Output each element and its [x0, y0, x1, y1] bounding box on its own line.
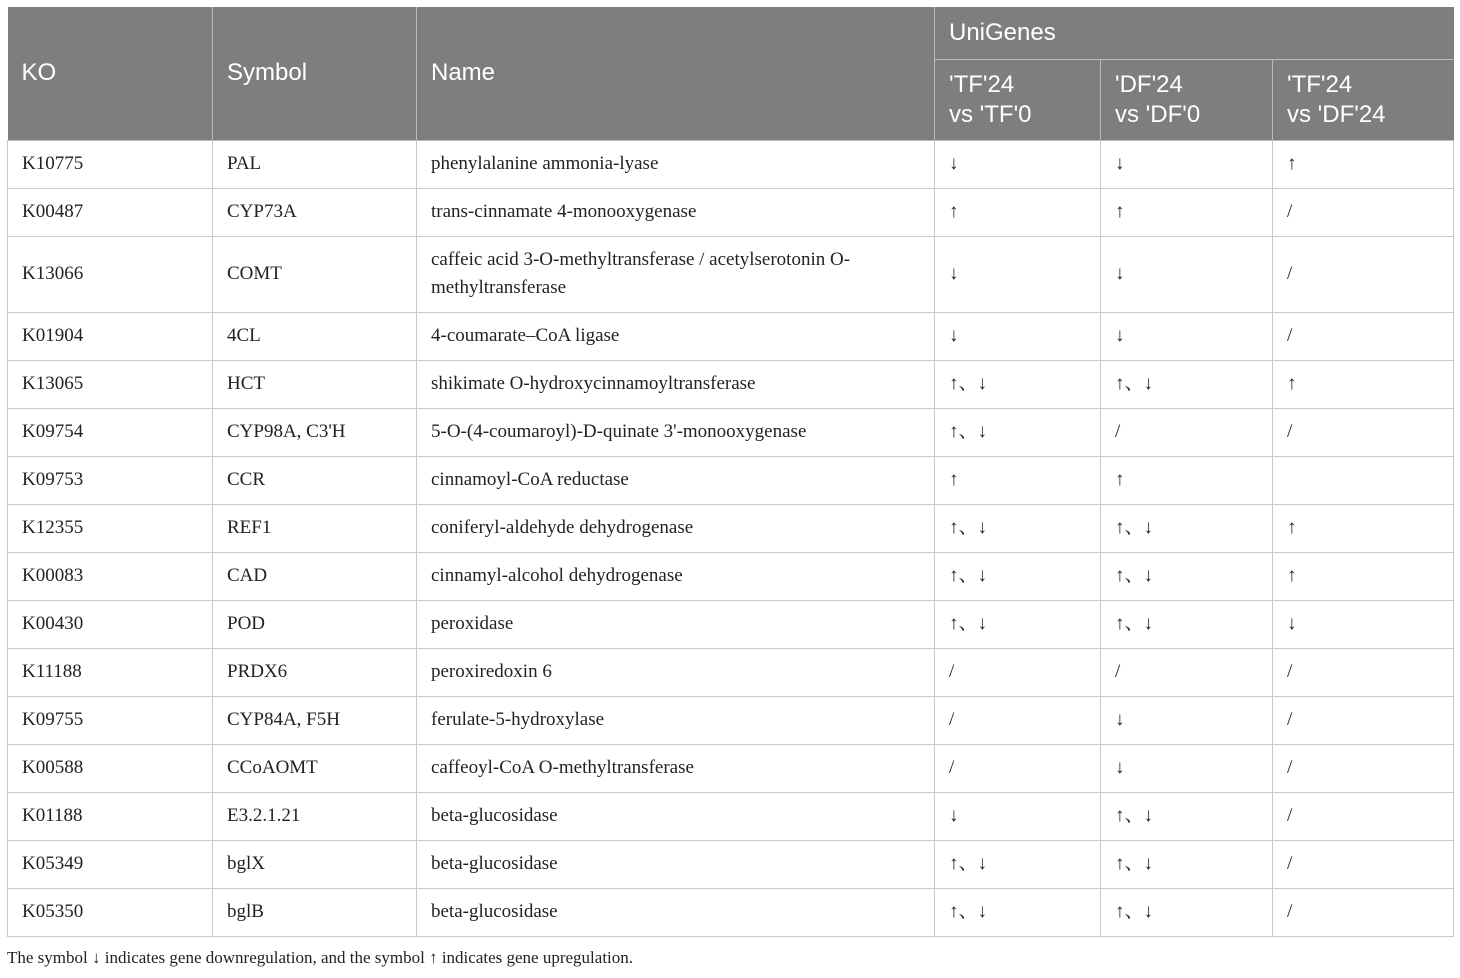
table-row	[8, 600, 1454, 648]
cell-ko: K05349	[8, 840, 213, 888]
cell-symbol: PRDX6	[213, 648, 417, 696]
header-ko: KO	[8, 7, 213, 140]
table-row	[8, 456, 1454, 504]
cell-c3: /	[1273, 648, 1454, 696]
cell-c1: ↑、↓	[935, 360, 1101, 408]
cell-c3: /	[1273, 312, 1454, 360]
cell-name: caffeic acid 3-O-methyltransferase / acetylserotonin O-methyltransferase	[417, 236, 935, 312]
cell-c1: /	[935, 744, 1101, 792]
cell-c1: ↑、↓	[935, 600, 1101, 648]
cell-c1: ↑、↓	[935, 888, 1101, 936]
cell-symbol: CYP84A, F5H	[213, 696, 417, 744]
cell-c3: ↑	[1273, 140, 1454, 188]
cell-name: phenylalanine ammonia-lyase	[417, 140, 935, 188]
data-table-container	[7, 7, 1453, 937]
cell-c2: ↑、↓	[1101, 360, 1273, 408]
cell-ko: K05350	[8, 888, 213, 936]
cell-ko: K13066	[8, 236, 213, 312]
cell-name: peroxidase	[417, 600, 935, 648]
header-name: Name	[417, 7, 935, 140]
cell-c3: /	[1273, 696, 1454, 744]
table-footnote: The symbol ↓ indicates gene downregulation, and the symbol ↑ indicates gene upregulation.	[7, 948, 634, 967]
cell-symbol: COMT	[213, 236, 417, 312]
cell-symbol: HCT	[213, 360, 417, 408]
cell-c2: /	[1101, 408, 1273, 456]
table-row	[8, 648, 1454, 696]
table-row	[8, 696, 1454, 744]
header-tf24-vs-tf0: 'TF'24 vs 'TF'0	[935, 59, 1101, 140]
cell-c3: /	[1273, 792, 1454, 840]
cell-name: peroxiredoxin 6	[417, 648, 935, 696]
cell-name: 5-O-(4-coumaroyl)-D-quinate 3'-monooxygenase	[417, 408, 935, 456]
cell-ko: K09754	[8, 408, 213, 456]
cell-name: beta-glucosidase	[417, 792, 935, 840]
cell-symbol: E3.2.1.21	[213, 792, 417, 840]
cell-ko: K11188	[8, 648, 213, 696]
cell-c2: ↑	[1101, 188, 1273, 236]
cell-ko: K00430	[8, 600, 213, 648]
cell-ko: K13065	[8, 360, 213, 408]
cell-c1: ↑、↓	[935, 840, 1101, 888]
cell-c3: /	[1273, 188, 1454, 236]
cell-c2: ↓	[1101, 140, 1273, 188]
cell-symbol: CYP98A, C3'H	[213, 408, 417, 456]
cell-c1: ↓	[935, 236, 1101, 312]
table-row	[8, 552, 1454, 600]
cell-c3: /	[1273, 236, 1454, 312]
table-row	[8, 360, 1454, 408]
cell-ko: K00487	[8, 188, 213, 236]
cell-symbol: CYP73A	[213, 188, 417, 236]
header-unigenes: UniGenes	[935, 7, 1454, 59]
cell-ko: K01188	[8, 792, 213, 840]
cell-name: beta-glucosidase	[417, 840, 935, 888]
cell-symbol: PAL	[213, 140, 417, 188]
cell-ko: K12355	[8, 504, 213, 552]
table-row	[8, 312, 1454, 360]
cell-name: caffeoyl-CoA O-methyltransferase	[417, 744, 935, 792]
table-row	[8, 744, 1454, 792]
cell-symbol: 4CL	[213, 312, 417, 360]
cell-name: cinnamoyl-CoA reductase	[417, 456, 935, 504]
cell-c1: ↑	[935, 188, 1101, 236]
cell-symbol: CCoAOMT	[213, 744, 417, 792]
cell-name: trans-cinnamate 4-monooxygenase	[417, 188, 935, 236]
cell-c2: ↑、↓	[1101, 840, 1273, 888]
cell-c1: ↓	[935, 140, 1101, 188]
cell-ko: K01904	[8, 312, 213, 360]
cell-c3: /	[1273, 888, 1454, 936]
cell-ko: K09753	[8, 456, 213, 504]
cell-c1: ↓	[935, 792, 1101, 840]
cell-c2: ↑	[1101, 456, 1273, 504]
cell-name: cinnamyl-alcohol dehydrogenase	[417, 552, 935, 600]
cell-c3: ↑	[1273, 360, 1454, 408]
header-symbol: Symbol	[213, 7, 417, 140]
cell-ko: K09755	[8, 696, 213, 744]
cell-c3: /	[1273, 408, 1454, 456]
cell-c3: /	[1273, 840, 1454, 888]
cell-symbol: CCR	[213, 456, 417, 504]
table-row	[8, 188, 1454, 236]
cell-name: coniferyl-aldehyde dehydrogenase	[417, 504, 935, 552]
header-tf24-vs-df24: 'TF'24 vs 'DF'24	[1273, 59, 1454, 140]
cell-c2: ↓	[1101, 312, 1273, 360]
table-row	[8, 236, 1454, 312]
cell-c1: ↓	[935, 312, 1101, 360]
cell-c2: ↑、↓	[1101, 792, 1273, 840]
cell-c2: ↓	[1101, 744, 1273, 792]
cell-name: 4-coumarate–CoA ligase	[417, 312, 935, 360]
cell-c1: ↑、↓	[935, 408, 1101, 456]
cell-c3	[1273, 456, 1454, 504]
cell-c2: ↑、↓	[1101, 552, 1273, 600]
cell-c2: ↑、↓	[1101, 888, 1273, 936]
cell-c2: ↓	[1101, 236, 1273, 312]
kegg-gene-table	[7, 7, 1454, 937]
cell-c2: /	[1101, 648, 1273, 696]
cell-symbol: POD	[213, 600, 417, 648]
cell-c1: ↑	[935, 456, 1101, 504]
cell-ko: K00588	[8, 744, 213, 792]
cell-symbol: bglX	[213, 840, 417, 888]
table-row	[8, 840, 1454, 888]
cell-c1: /	[935, 648, 1101, 696]
table-row	[8, 408, 1454, 456]
table-row	[8, 888, 1454, 936]
cell-symbol: REF1	[213, 504, 417, 552]
table-row	[8, 792, 1454, 840]
cell-c1: ↑、↓	[935, 504, 1101, 552]
cell-c2: ↑、↓	[1101, 600, 1273, 648]
cell-ko: K00083	[8, 552, 213, 600]
cell-c3: ↑	[1273, 552, 1454, 600]
table-row	[8, 504, 1454, 552]
cell-name: ferulate-5-hydroxylase	[417, 696, 935, 744]
cell-ko: K10775	[8, 140, 213, 188]
cell-c1: /	[935, 696, 1101, 744]
cell-symbol: bglB	[213, 888, 417, 936]
table-row	[8, 140, 1454, 188]
cell-c2: ↑、↓	[1101, 504, 1273, 552]
cell-name: shikimate O-hydroxycinnamoyltransferase	[417, 360, 935, 408]
cell-c3: ↓	[1273, 600, 1454, 648]
header-df24-vs-df0: 'DF'24 vs 'DF'0	[1101, 59, 1273, 140]
cell-c3: ↑	[1273, 504, 1454, 552]
cell-c3: /	[1273, 744, 1454, 792]
cell-symbol: CAD	[213, 552, 417, 600]
cell-c2: ↓	[1101, 696, 1273, 744]
cell-name: beta-glucosidase	[417, 888, 935, 936]
cell-c1: ↑、↓	[935, 552, 1101, 600]
